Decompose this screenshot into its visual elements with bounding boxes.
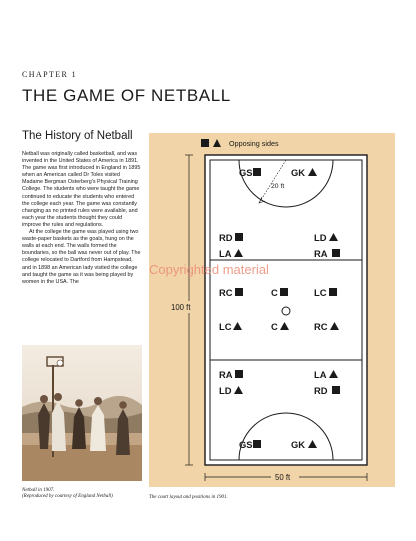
circle-radius-label: 20 ft	[271, 183, 285, 190]
square-marker	[235, 370, 243, 378]
position-ra-top: RA	[314, 248, 328, 259]
square-marker	[280, 288, 288, 296]
square-marker	[235, 288, 243, 296]
position-ra-bottom: RA	[219, 369, 233, 380]
paragraph-1: Netball was originally called basketball, and was invented in the United States of America in 1891. The game was first introduced in England in 1895 when an American called Dr Toles visited Madame Bergman Osterberg's Physical Training College. The students who were taught the game continued to educate the students who entered the college each year. The game was constantly changing as no printed rules were available, and each year the students thought they could improve the rules and regulations.	[22, 151, 141, 228]
chapter-label: CHAPTER 1	[22, 70, 78, 79]
square-marker	[332, 249, 340, 257]
position-lc-left: LC	[219, 321, 232, 332]
section-title: The History of Netball	[22, 130, 133, 142]
position-ld-top: LD	[314, 232, 327, 243]
square-marker	[253, 440, 261, 448]
square-marker	[235, 233, 243, 241]
triangle-icon	[213, 139, 221, 147]
position-gs-bottom: GS	[239, 439, 253, 450]
court-diagram	[149, 133, 395, 487]
length-label: 100 ft	[171, 303, 191, 312]
position-la-bottom: LA	[314, 369, 327, 380]
square-icon	[201, 139, 209, 147]
square-marker	[332, 386, 340, 394]
position-rc: RC	[219, 287, 233, 298]
position-gk-top: GK	[291, 167, 306, 178]
position-ld-bottom: LD	[219, 385, 232, 396]
copyright-watermark: Copyrighted material	[149, 262, 269, 277]
square-marker	[253, 168, 261, 176]
position-rd-bottom: RD	[314, 385, 328, 396]
legend-label: Opposing sides	[229, 139, 279, 148]
position-lc-right: LC	[314, 287, 327, 298]
court-caption: The court layout and positions in 1901.	[149, 495, 228, 500]
photo-illustration	[22, 345, 142, 481]
photo-caption-line1: Netball in 1907.	[22, 488, 55, 493]
position-gk-bottom: GK	[291, 439, 306, 450]
paragraph-2: At the college the game was played using two waste-paper baskets as the goals, hung on the walls at each end. The walls formed the boundaries, so the ball was never out of play. The college relocated to Dartford from Hampstead, and in 1898 an American lady visited the college and taught the game as it was being played by women in the USA. The	[22, 229, 141, 285]
photo-caption-line2: (Reproduced by courtesy of England Netball)	[22, 494, 113, 500]
square-marker	[329, 288, 337, 296]
position-c-lower: C	[271, 321, 278, 332]
position-gs-top: GS	[239, 167, 253, 178]
body-text	[22, 151, 142, 286]
width-label: 50 ft	[275, 473, 291, 482]
position-rd: RD	[219, 232, 233, 243]
position-la-top: LA	[219, 248, 232, 259]
chapter-title: THE GAME OF NETBALL	[22, 86, 231, 105]
court-diagram-panel	[149, 133, 395, 487]
position-rc-right: RC	[314, 321, 328, 332]
centre-circle	[282, 307, 290, 315]
historic-netball-photo	[22, 345, 142, 481]
photo-caption	[22, 488, 147, 501]
position-c-upper: C	[271, 287, 278, 298]
